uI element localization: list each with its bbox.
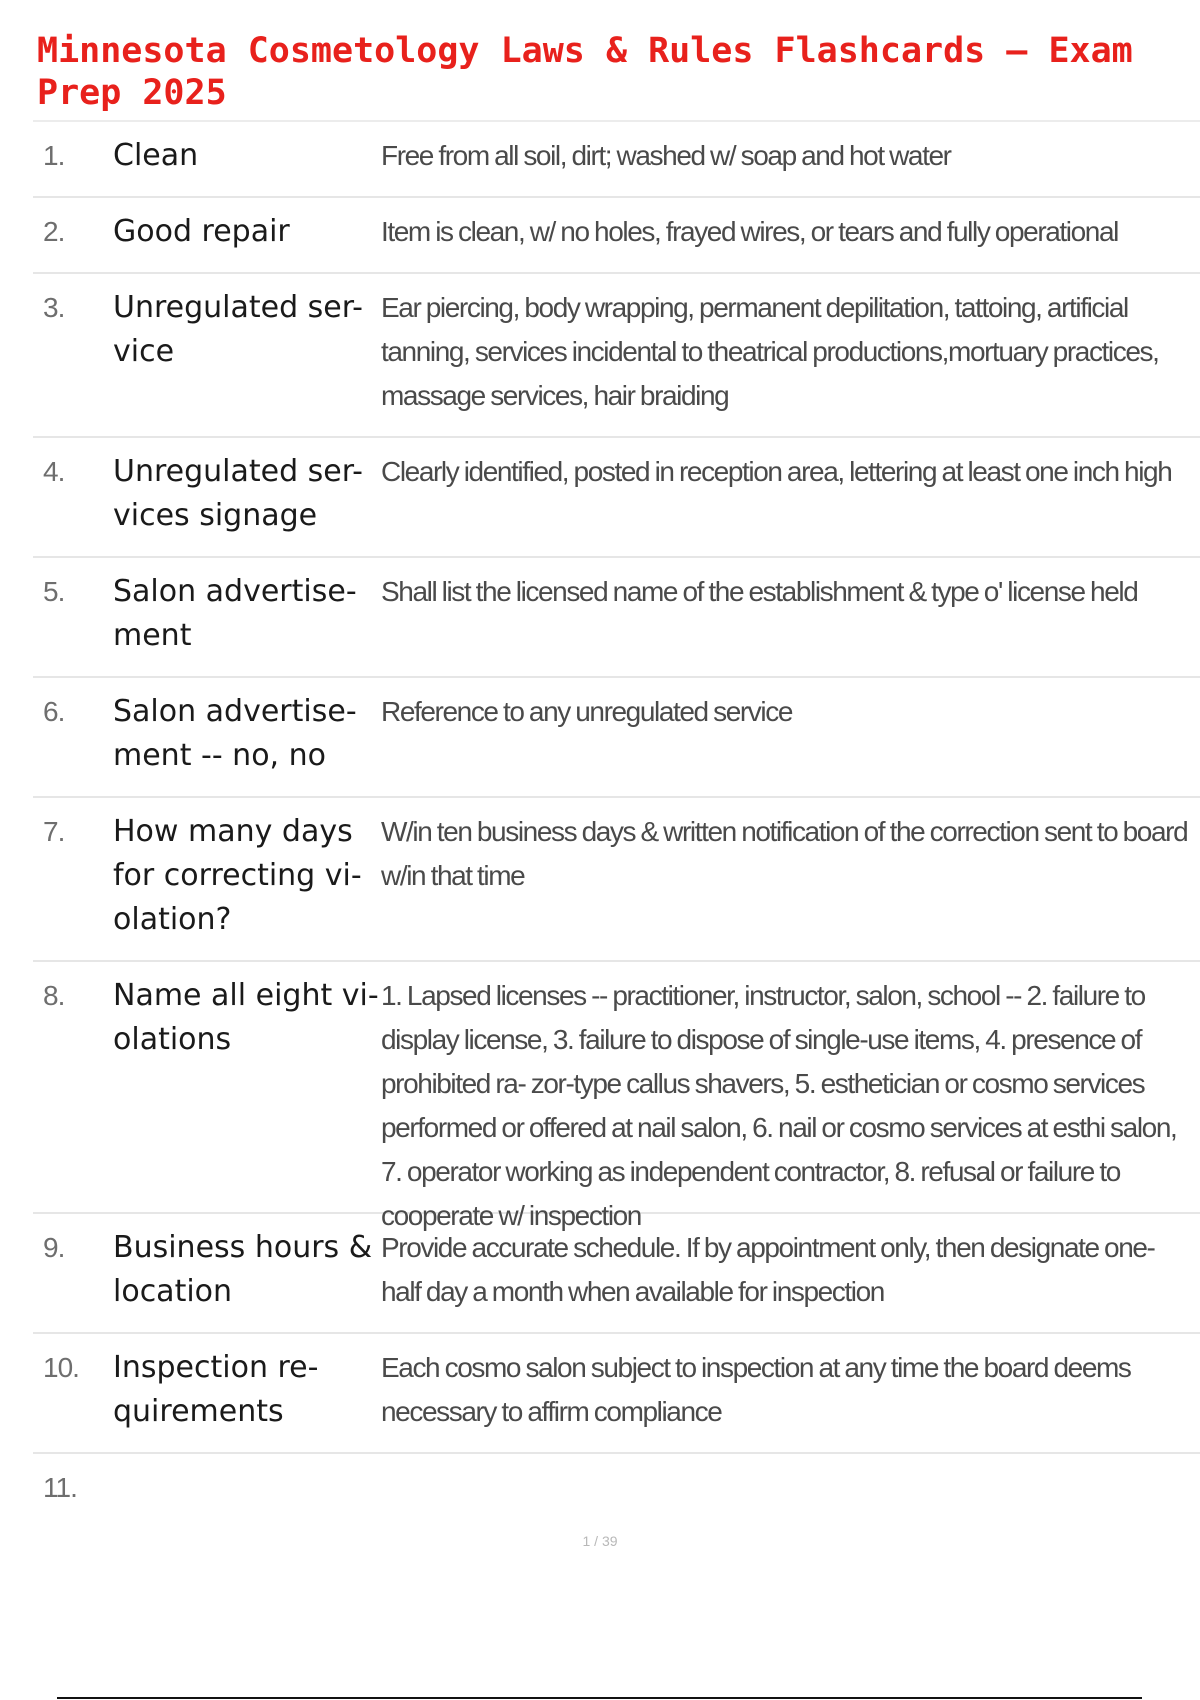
card-definition: 1. Lapsed licenses -- practitioner, instructor, salon, school -- 2. failure to display license, 3. failure to dispose of single-use items, 4. presence of prohibited ra- zor-type callus shavers, 5. esthetician or cosmo services performed or offered at nail salon, 6. nail or cosmo services at esthi salon, 7. operator working as independent contractor, 8. refusal or failure to cooperate w/ inspection <box>381 980 1177 1231</box>
flashcard-row <box>33 960 1200 1231</box>
card-term: Name all eight vi- olations <box>113 978 379 1057</box>
flashcard-list <box>33 120 1200 1522</box>
card-definition: Shall list the licensed name of the establishment & type o' license held <box>381 576 1138 607</box>
card-term: Unregulated ser- vice <box>113 290 364 369</box>
flashcard-row <box>33 1212 1200 1332</box>
card-number: 5. <box>43 576 65 607</box>
card-definition: Reference to any unregulated service <box>381 696 792 727</box>
card-definition: Provide accurate schedule. If by appointment only, then designate one-half day a month when available for inspection <box>381 1232 1155 1307</box>
card-number: 4. <box>43 456 65 487</box>
flashcard-row <box>33 676 1200 796</box>
flashcard-row <box>33 1332 1200 1452</box>
card-number: 7. <box>43 816 65 847</box>
card-number: 1. <box>43 140 65 171</box>
flashcard-row <box>33 272 1200 436</box>
card-term: Salon advertise- ment -- no, no <box>113 694 357 773</box>
card-term: Good repair <box>113 214 290 249</box>
card-number: 8. <box>43 980 65 1011</box>
bottom-divider <box>57 1697 1142 1699</box>
card-number: 6. <box>43 696 65 727</box>
flashcard-row <box>33 796 1200 960</box>
card-definition: Free from all soil, dirt; washed w/ soap and hot water <box>381 140 951 171</box>
card-number: 3. <box>43 292 65 323</box>
card-term: How many days for correcting vi- olation? <box>113 814 362 937</box>
card-number: 9. <box>43 1232 65 1263</box>
card-term: Inspection re- quirements <box>113 1350 319 1429</box>
flashcard-row <box>33 120 1200 196</box>
flashcard-row <box>33 436 1200 556</box>
flashcard-row <box>33 556 1200 676</box>
card-number: 10. <box>43 1352 79 1383</box>
page-number: 1 / 39 <box>582 1533 618 1549</box>
card-term: Salon advertise- ment <box>113 574 357 653</box>
card-definition: W/in ten business days & written notification of the correction sent to board w/in that time <box>381 816 1188 891</box>
card-term: Unregulated ser- vices signage <box>113 454 364 533</box>
card-definition: Each cosmo salon subject to inspection at any time the board deems necessary to affirm compliance <box>381 1352 1131 1427</box>
card-definition: Item is clean, w/ no holes, frayed wires, or tears and fully operational <box>381 216 1118 247</box>
card-term: Clean <box>113 138 199 173</box>
flashcard-row <box>33 1452 1200 1522</box>
card-definition: Ear piercing, body wrapping, permanent depilitation, tattoing, artificial tanning, services incidental to theatrical productions,mortuary practices, massage services, hair braiding <box>381 292 1159 411</box>
flashcard-row <box>33 196 1200 272</box>
card-number: 11. <box>43 1472 77 1503</box>
card-definition: Clearly identified, posted in reception area, lettering at least one inch high <box>381 456 1172 487</box>
page-title: Minnesota Cosmetology Laws & Rules Flashcards – Exam Prep 2025 <box>37 31 1133 113</box>
card-number: 2. <box>43 216 65 247</box>
card-term: Business hours & location <box>113 1230 373 1309</box>
